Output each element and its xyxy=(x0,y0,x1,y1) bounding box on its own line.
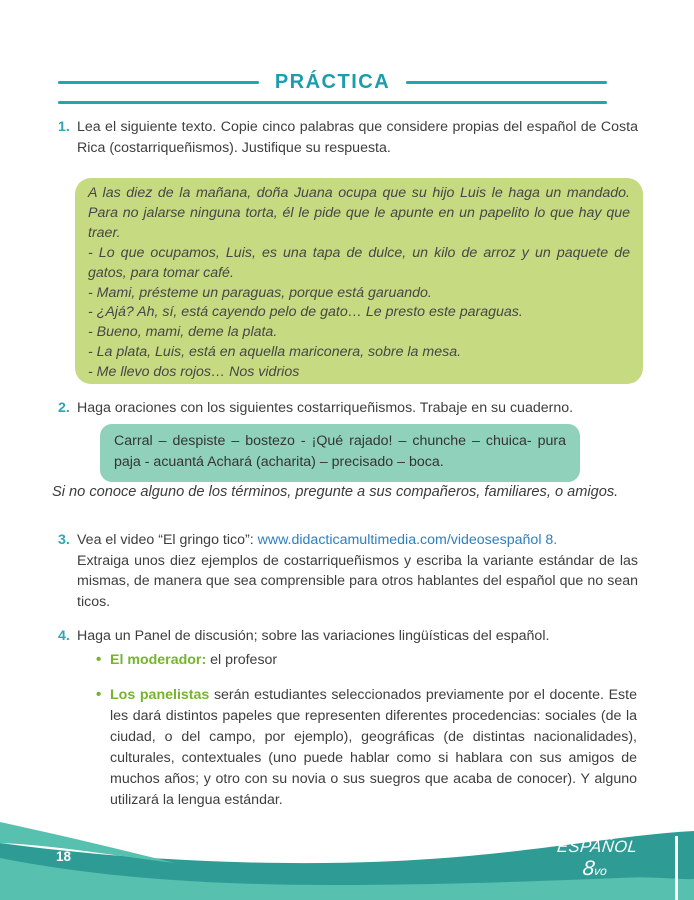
exercise-1-text: Lea el siguiente texto. Copie cinco palabras que considere propias del español de Costa Rica (costarriqueñismos). Justifique su respuesta. xyxy=(77,119,638,156)
page-title: PRÁCTICA xyxy=(274,71,391,93)
book-brand-logo xyxy=(539,839,653,879)
reading-paragraph: - Bueno, mami, deme la plata. xyxy=(88,324,278,341)
exercise-4-text: Haga un Panel de discusión; sobre las variaciones lingüísticas del español. xyxy=(77,628,550,644)
exercise-3-number: 3. xyxy=(58,532,70,548)
exercise-2-text: Haga oraciones con los siguientes costarriqueñismos. Trabaje en su cuaderno. xyxy=(77,400,574,416)
word-list-text: Carral – despiste – bostezo - ¡Qué rajado! – chunche – chuica- pura paja - acuantá Achará (acharita) – precisado – boca. xyxy=(114,433,566,470)
section-header xyxy=(58,71,607,94)
panel-bullet-moderator xyxy=(96,650,637,671)
exercise-4 xyxy=(58,626,638,647)
exercise-4-number: 4. xyxy=(58,628,70,644)
header-rule-full xyxy=(58,101,607,104)
bullet-label: Los panelistas xyxy=(110,687,210,703)
panel-bullet-panelists xyxy=(96,685,637,811)
header-rule-right xyxy=(406,81,607,84)
reading-paragraph: - Lo que ocupamos, Luis, es una tapa de dulce, un kilo de arroz y un paquete de gatos, para tomar café. xyxy=(88,244,630,281)
reading-paragraph: - Me llevo dos rojos… Nos vidrios xyxy=(88,364,300,381)
advice-note-text: Si no conoce alguno de los términos, pregunte a sus compañeros, familiares, o amigos. xyxy=(52,484,619,500)
bullet-text: serán estudiantes seleccionados previamente por el docente. Este les dará distintos papeles que representen diferentes procedencias: sociales (de la ciudad, o del campo, por ejemplo), geográficas (de distintas nacionalidades), culturales, contextuales (uno puede hablar como si hablara con sus amigos de muchos años; y otro con su novia o sus suegros que acaba de conocer). Y alguno utilizará la lengua estándar. xyxy=(110,687,637,808)
bullet-text: el profesor xyxy=(206,652,278,668)
reading-paragraph: A las diez de la mañana, doña Juana ocupa que su hijo Luis le haga un mandado. Para no jalarse ninguna torta, él le pide que le apunte en un papelito lo que hay que traer. xyxy=(88,185,630,241)
bullet-icon: • xyxy=(96,651,102,668)
bullet-icon: • xyxy=(96,686,102,703)
advice-note xyxy=(52,484,642,500)
word-list-box xyxy=(100,424,580,482)
exercise-1-number: 1. xyxy=(58,119,70,135)
exercise-3 xyxy=(58,530,638,612)
page-number: 18 xyxy=(56,849,72,864)
footer-divider-line xyxy=(675,836,678,900)
exercise-1 xyxy=(58,117,638,158)
brand-grade xyxy=(539,858,651,879)
reading-text-box xyxy=(75,178,643,384)
exercise-3-text: Extraiga unos diez ejemplos de costarriqueñismos y escriba la variante estándar de las mismas, de manera que sea comprensible para otros hablantes del español que no sean ticos. xyxy=(77,552,638,610)
reading-paragraph: - La plata, Luis, está en aquella mariconera, sobre la mesa. xyxy=(88,344,462,361)
reading-paragraph: - ¿Ajá? Ah, sí, está cayendo pelo de gato… Le presto este paraguas. xyxy=(88,304,523,321)
header-rule-left xyxy=(58,81,259,84)
exercise-3-intro: Vea el video “El gringo tico”: xyxy=(77,532,258,548)
brand-grade-number: 8 xyxy=(581,856,596,880)
bullet-label: El moderador: xyxy=(110,652,207,668)
exercise-2 xyxy=(58,398,638,419)
brand-title: ESPAÑOL xyxy=(556,838,639,856)
exercise-2-number: 2. xyxy=(58,400,70,416)
brand-grade-suffix: vo xyxy=(593,863,608,878)
reading-paragraph: - Mami, présteme un paraguas, porque está garuando. xyxy=(88,284,432,301)
video-link[interactable]: www.didacticamultimedia.com/videosespañol 8. xyxy=(257,532,558,548)
